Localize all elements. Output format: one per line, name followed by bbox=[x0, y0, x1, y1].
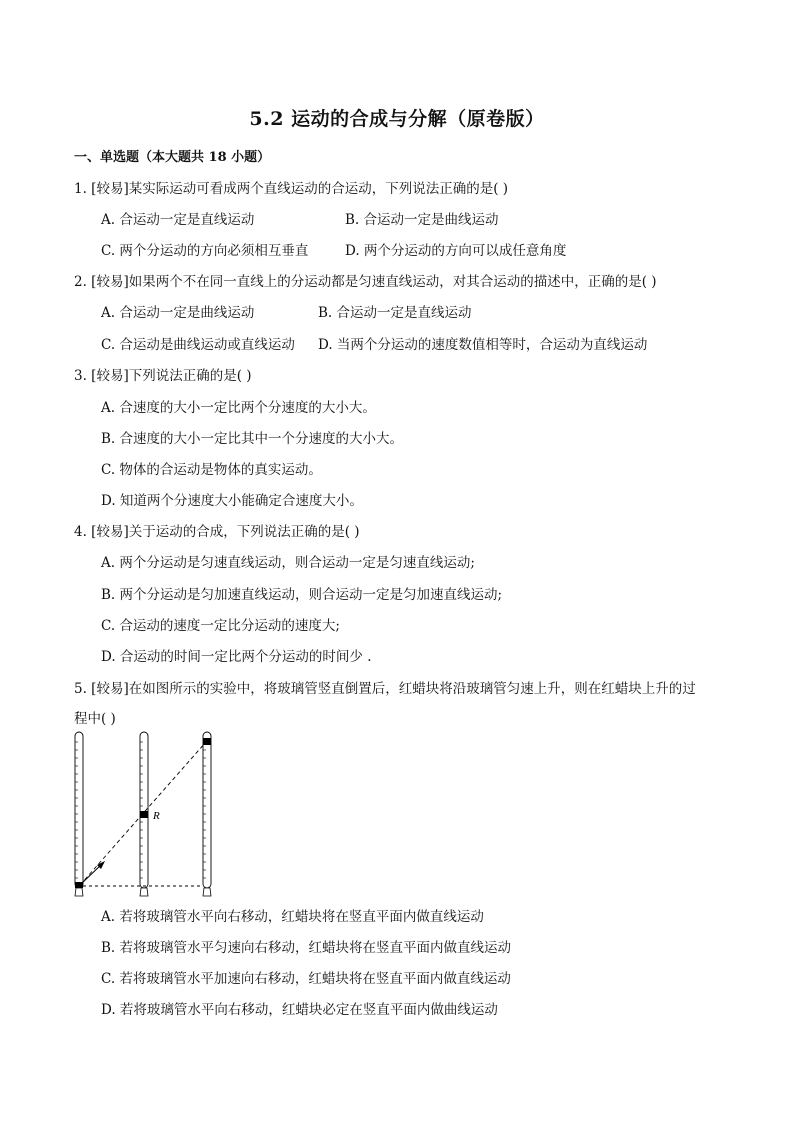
question-2-option-d: D. 当两个分运动的速度数值相等时，合运动为直线运动 bbox=[318, 337, 648, 353]
question-4-option-b: B. 两个分运动是匀加速直线运动，则合运动一定是匀加速直线运动; bbox=[101, 587, 503, 603]
question-2-option-b: B. 合运动一定是直线运动 bbox=[318, 305, 472, 321]
question-3-option-d: D. 知道两个分速度大小能确定合速度大小。 bbox=[101, 493, 363, 509]
question-3-stem: 3. [较易]下列说法正确的是( ) bbox=[74, 368, 252, 384]
question-2-option-c: C. 合运动是曲线运动或直线运动 bbox=[101, 337, 295, 353]
page-title: 5.2 运动的合成与分解（原卷版） bbox=[249, 108, 545, 130]
question-5-stem: 5. [较易]在如图所示的实验中，将玻璃管竖直倒置后，红蜡块将沿玻璃管匀速上升，则在红蜡块上升的过 bbox=[74, 681, 696, 697]
question-1-option-c: C. 两个分运动的方向必须相互垂直 bbox=[101, 243, 309, 259]
question-2-option-a: A. 合运动一定是曲线运动 bbox=[101, 305, 255, 321]
glass-tube-right bbox=[203, 732, 211, 896]
glass-tube-figure bbox=[70, 730, 220, 900]
question-3-option-b: B. 合速度的大小一定比其中一个分速度的大小大。 bbox=[101, 431, 404, 447]
question-5-option-b: B. 若将玻璃管水平匀速向右移动，红蜡块将在竖直平面内做直线运动 bbox=[101, 940, 512, 956]
question-4-option-a: A. 两个分运动是匀速直线运动，则合运动一定是匀速直线运动; bbox=[101, 555, 475, 571]
question-4-option-c: C. 合运动的速度一定比分运动的速度大; bbox=[101, 618, 340, 634]
question-1-stem: 1. [较易]某实际运动可看成两个直线运动的合运动，下列说法正确的是( ) bbox=[74, 181, 509, 197]
question-5-option-d: D. 若将玻璃管水平向右移动，红蜡块必定在竖直平面内做曲线运动 bbox=[101, 1002, 498, 1018]
red-wax-block bbox=[140, 811, 148, 818]
glass-tube-left bbox=[75, 732, 83, 896]
question-1-option-b: B. 合运动一定是曲线运动 bbox=[345, 212, 499, 228]
question-4-stem: 4. [较易]关于运动的合成，下列说法正确的是( ) bbox=[74, 524, 360, 540]
question-2-stem: 2. [较易]如果两个不在同一直线上的分运动都是匀速直线运动，对其合运动的描述中，正确的是( ) bbox=[74, 274, 657, 290]
question-1-option-a: A. 合运动一定是直线运动 bbox=[101, 212, 255, 228]
question-4-option-d: D. 合运动的时间一定比两个分运动的时间少 . bbox=[101, 649, 372, 665]
question-3-option-c: C. 物体的合运动是物体的真实运动。 bbox=[101, 462, 322, 478]
section-heading: 一、单选题（本大题共 18 小题） bbox=[74, 150, 271, 165]
question-5-option-a: A. 若将玻璃管水平向右移动，红蜡块将在竖直平面内做直线运动 bbox=[101, 909, 484, 925]
label-r: R bbox=[153, 810, 160, 822]
question-3-option-a: A. 合速度的大小一定比两个分速度的大小大。 bbox=[101, 400, 376, 416]
question-5-option-c: C. 若将玻璃管水平加速向右移动，红蜡块将在竖直平面内做直线运动 bbox=[101, 971, 511, 987]
question-5-stem-continued: 程中( ) bbox=[74, 711, 116, 727]
question-1-option-d: D. 两个分运动的方向可以成任意角度 bbox=[345, 243, 567, 259]
